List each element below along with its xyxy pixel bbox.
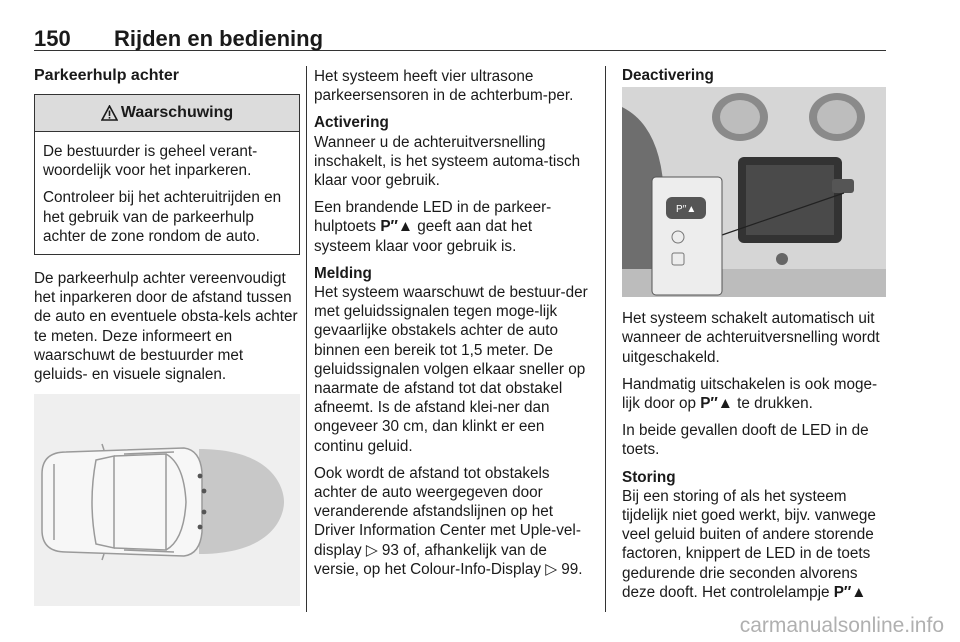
notice-text-2a: Ook wordt de afstand tot obstakels achter de auto weergegeven door veranderende afstandslijnen op het Driver Information Center met Uple-vel-display [314,464,581,559]
intro-paragraph: De parkeerhulp achter vereenvoudigt het inparkeren door de afstand tussen de auto en eventuele obsta-kels achter te meten. Deze informeert en waarschuwt de bestuurder met geluids- en visuele signalen. [34,270,298,384]
parking-assist-icon: P′′▲ [380,218,414,236]
header-title: Rijden en bediening [114,26,324,51]
deactivation-text-2b: te drukken. [737,395,813,413]
sensors-paragraph: Het systeem heeft vier ultrasone parkeersensoren in de achterbum-per. [314,68,574,105]
deactivation-text-2a: Handmatig uitschakelen is ook moge-lijk door op [622,375,878,413]
section-title: Parkeerhulp achter [34,67,179,84]
column-divider-1 [306,66,307,612]
warning-text-2: Controleer bij het achteruitrijden en het gebruik van de parkeerhulp achter de zone rondom de auto. [43,189,282,245]
notice-text-2b: of, afhankelijk van de versie, op het Colour-Info-Display [314,541,547,578]
deactivation-heading: Deactivering [622,67,714,84]
warning-body [35,132,299,254]
deactivation-text-3: In beide gevallen dooft de LED in de toets. [622,422,869,459]
activation-text-2b: geeft aan dat het systeem klaar voor gebruik is. [314,218,533,255]
page-header [34,26,886,51]
inset-callout [652,177,722,295]
rear-parking-figure [34,394,300,606]
deactivation-text-2 [622,375,890,413]
warning-text-1: De bestuurder is geheel verant-woordelijk voor het inparkeren. [43,143,258,180]
fault-text-a: Bij een storing of als het systeem tijdelijk niet goed werkt, bijv. vanwege veel geluid buiten of andere storende factoren, knippert de LED in de toets gedurende drie seconden alvorens deze dooft. Het controlelampje [622,487,876,601]
sensor-zone [199,449,284,554]
parking-assist-icon-3: P′′▲ [833,583,867,601]
activation-heading: Activering [314,114,389,132]
page-ref-93: ▷ 93 [365,541,399,559]
fault-heading: Storing [622,468,676,486]
dashboard-figure [622,87,886,297]
column-1 [34,66,300,606]
page-number: 150 [34,26,71,51]
warning-title: Waarschuwing [120,104,234,122]
column-3 [622,66,890,610]
column-2 [314,67,592,587]
notice-text-1: Het systeem waarschuwt de bestuur-der met geluidssignalen tegen moge-lijk gevaarlijke obstakels achter de auto binnen een bereik tot 1,5 meter. De geluidssignalen volgen elkaar sneller op naarmate de afstand tot dat obstakel afneemt. Is de afstand klei-ner dan ongeveer 30 cm, dan klinkt er een continu geluid. [314,284,588,455]
watermark: carmanualsonline.info [739,614,944,637]
deactivation-text-1: Het systeem schakelt automatisch uit wanneer de achteruitversnelling wordt uitgeschakeld. [622,310,880,366]
notice-heading: Melding [314,264,372,282]
activation-text-1: Wanneer u de achteruitversnelling inschakelt, is het systeem automa-tisch klaar voor gebruik. [314,133,581,190]
car-top-view-icon [42,444,202,560]
warning-box [34,94,300,255]
warning-header [35,95,299,132]
page-ref-99: ▷ 99. [545,560,583,578]
button-label: P′′▲ [676,204,697,216]
parking-assist-icon-2: P′′▲ [700,395,733,413]
fault-text [622,487,890,602]
warning-icon [101,105,118,121]
activation-text-2a: Een brandende LED in de parkeer-hulptoets [314,199,552,236]
column-divider-2 [605,66,606,612]
notice-text-2 [314,464,592,579]
activation-text-2 [314,198,592,256]
